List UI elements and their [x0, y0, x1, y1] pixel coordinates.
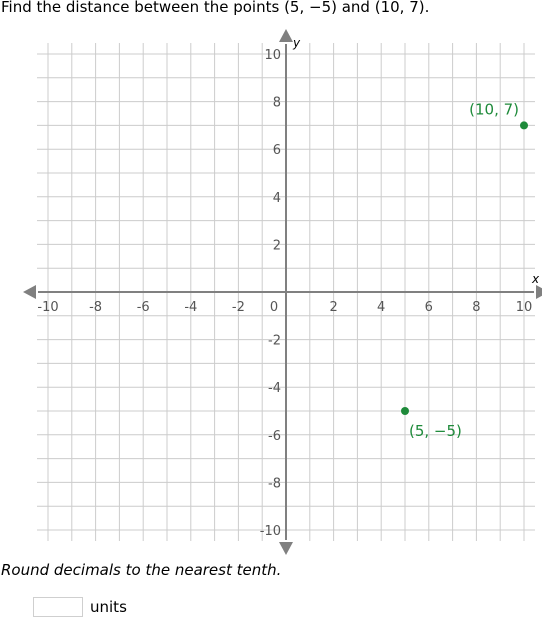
y-tick-label: 6 [272, 143, 281, 159]
x-tick-label: -2 [231, 300, 245, 315]
x-tick-label: 4 [377, 300, 386, 315]
point-marker [401, 407, 409, 415]
x-tick-label: 6 [424, 300, 433, 315]
y-tick-label: -8 [268, 476, 281, 492]
tick-labels [37, 48, 532, 539]
y-tick-label: 10 [264, 48, 281, 63]
y-axis-down-arrow [279, 542, 293, 555]
x-tick-label: -6 [136, 300, 150, 315]
distance-answer-input[interactable] [33, 597, 83, 617]
x-tick-label: -4 [184, 300, 198, 315]
y-axis-label: y [293, 36, 301, 50]
x-axis-right-arrow [536, 285, 542, 299]
point-label: (5, −5) [409, 422, 462, 440]
axes [23, 29, 542, 555]
x-axis-left-arrow [23, 285, 36, 299]
point-label: (10, 7) [469, 100, 519, 119]
y-tick-label: 2 [272, 238, 281, 254]
plotted-points [401, 100, 528, 440]
x-tick-label: 0 [269, 300, 279, 315]
x-tick-label: -10 [37, 300, 59, 315]
y-tick-label: -4 [268, 381, 281, 397]
x-tick-label: 8 [472, 300, 481, 315]
y-tick-label: -6 [268, 428, 281, 444]
x-axis-label: x [532, 272, 540, 286]
units-label: units [90, 598, 127, 616]
x-tick-label: 2 [329, 300, 338, 315]
x-tick-label: -8 [89, 300, 103, 315]
y-tick-label: 4 [272, 190, 281, 206]
answer-row [33, 597, 127, 617]
question-text: Find the distance between the points (5, −5) and (10, 7). [1, 0, 430, 16]
instruction-text: Round decimals to the nearest tenth. [1, 561, 282, 579]
y-tick-label: 8 [272, 95, 281, 111]
point-marker [520, 121, 528, 129]
y-tick-label: -10 [259, 524, 281, 539]
y-tick-label: -2 [268, 333, 281, 349]
x-tick-label: 10 [515, 300, 533, 315]
y-axis-up-arrow [279, 29, 293, 42]
